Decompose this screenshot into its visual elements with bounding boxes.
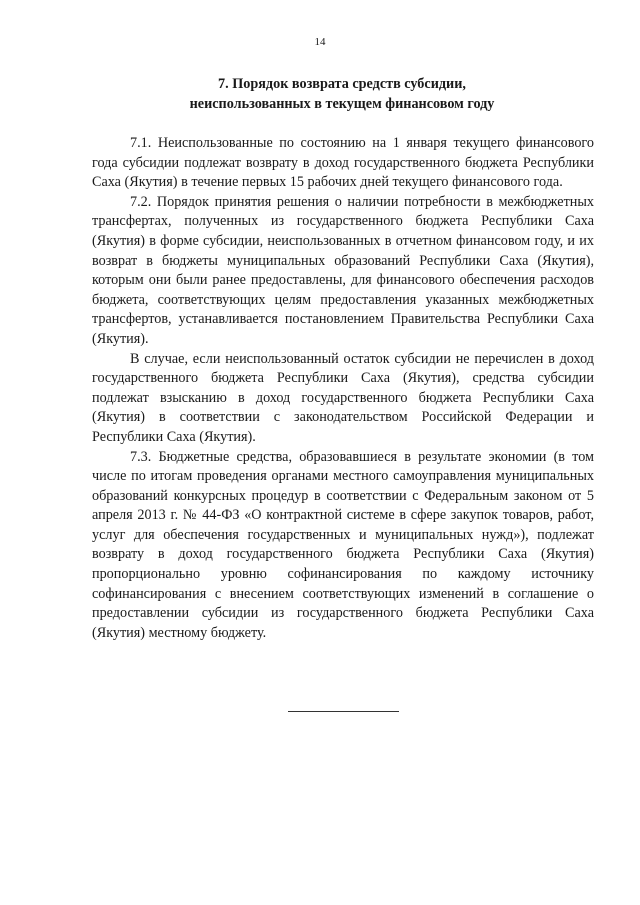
paragraph-7-1: 7.1. Неиспользованные по состоянию на 1 января текущего финансового года субсидии подлежат возврату в доход государственного бюджета Республики Саха (Якутия) в течение первых 15 рабочих дней текущего финансового года. — [92, 135, 594, 191]
page-number: 14 — [314, 36, 326, 48]
paragraph-7-2-continuation: В случае, если неиспользованный остаток субсидии не перечислен в доход государственного бюджета Республики Саха (Якутия), средства субсидии подлежат взысканию в доход государственного бюджета Республики Саха (Якутия) в соответствии с законодательством Российской Федерации и Республики Саха (Якутия). — [92, 350, 594, 445]
section-heading-line-2: неиспользованных в текущем финансовом году — [189, 96, 495, 112]
section-heading-line-1: 7. Порядок возврата средств субсидии, — [218, 76, 466, 92]
closing-rule — [288, 711, 399, 712]
paragraph-7-3: 7.3. Бюджетные средства, образовавшиеся в результате экономии (в том числе по итогам проведения органами местного самоуправления муниципальных образований конкурсных процедур в соответствии с Федеральным законом от 5 апреля 2013 г. № 44-ФЗ «О контрактной системе в сфере закупок товаров, работ, услуг для обеспечения государственных и муниципальных нужд»), подлежат возврату в доход государственного бюджета Республики Саха (Якутия) пропорционально уровню софинансирования по каждому источнику софинансирования с внесением соответствующих изменений в соглашение о предоставлении субсидии из государственного бюджета Республики Саха (Якутия) местному бюджету. — [92, 448, 594, 641]
section-body — [92, 134, 594, 643]
paragraph-7-2: 7.2. Порядок принятия решения о наличии потребности в межбюджетных трансфертах, полученных из государственного бюджета Республики Саха (Якутия) в форме субсидии, неиспользованных в отчетном финансовом году, и их возврат в бюджеты муниципальных образований Республики Саха (Якутия), которым они были ранее предоставлены, для финансового обеспечения расходов бюджета, соответствующих целям предоставления указанных межбюджетных трансфертов, устанавливается постановлением Правительства Республики Саха (Якутия). — [92, 193, 594, 347]
section-heading — [92, 74, 592, 114]
